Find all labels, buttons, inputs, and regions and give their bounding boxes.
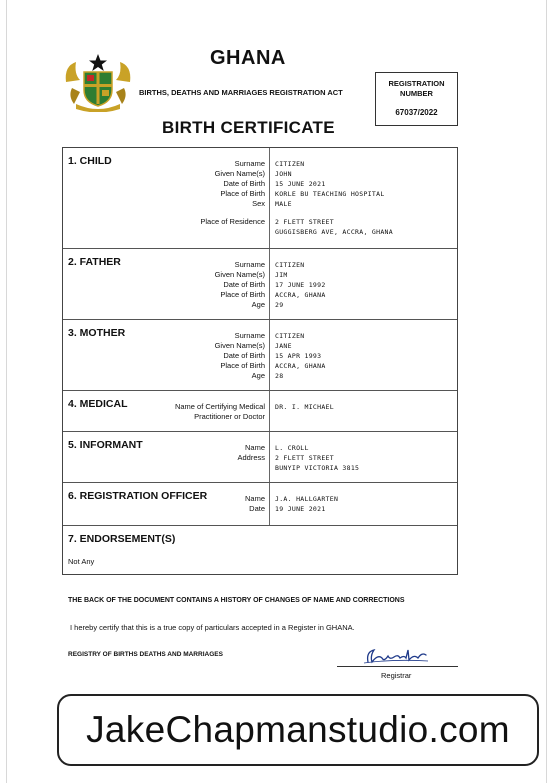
field-labels [200,159,265,227]
field-label: Sex [252,199,265,208]
field-label: Name of Certifying Medical [174,402,265,411]
back-of-document-note: THE BACK OF THE DOCUMENT CONTAINS A HISTORY OF CHANGES OF NAME AND CORRECTIONS [68,597,405,604]
section-mother [63,320,457,391]
registration-label-line-1: REGISTRATION [388,79,445,88]
registration-number-box [375,72,458,126]
field-values [275,331,326,381]
field-value: ACCRA, GHANA [275,291,326,299]
section-heading: 5. INFORMANT [68,439,143,451]
field-label: Date [249,504,265,513]
column-divider [269,148,270,248]
field-label: Surname [234,260,265,269]
field-value: 2 FLETT STREET [275,454,334,462]
section-heading: 2. FATHER [68,256,121,268]
signature-line [337,666,458,667]
section-informant [63,432,457,483]
registration-act: BIRTHS, DEATHS AND MARRIAGES REGISTRATION ACT [139,88,343,97]
field-label: Date of Birth [223,280,265,289]
field-labels [237,443,265,463]
field-value: 19 JUNE 2021 [275,505,326,513]
field-label: Surname [234,159,265,168]
field-labels [175,402,265,422]
field-values [275,443,359,473]
registry-name: REGISTRY OF BIRTHS DEATHS AND MARRIAGES [68,651,223,658]
section-heading: 1. CHILD [68,155,112,167]
field-values [275,494,338,514]
field-value: J.A. HALLGARTEN [275,495,339,503]
column-divider [269,391,270,431]
field-labels [215,260,265,310]
field-label: Age [251,300,265,309]
column-divider [269,249,270,319]
section-endorsement [63,526,457,574]
registrar-label: Registrar [381,671,412,680]
field-value: MALE [275,200,292,208]
field-value: CITIZEN [275,160,305,168]
field-value: L. CROLL [275,444,309,452]
section-heading: 3. MOTHER [68,327,126,339]
field-value: 28 [275,372,284,380]
field-values [275,159,393,237]
field-label: Practitioner or Doctor [194,412,265,421]
field-label: Address [237,453,265,462]
certification-statement: I hereby certify that this is a true copy of particulars accepted in a Register in GHANA. [70,623,355,632]
field-labels [245,494,265,514]
section-medical [63,391,457,432]
field-label: Date of Birth [223,179,265,188]
field-label: Name [244,494,265,503]
watermark-banner: JakeChapmanstudio.com [57,694,539,766]
endorsement-text: Not Any [68,557,95,566]
field-value: JIM [275,271,288,279]
field-value: 15 JUNE 2021 [275,180,326,188]
section-heading: 6. REGISTRATION OFFICER [68,490,208,502]
section-registration-officer [63,483,457,526]
field-label: Place of Residence [200,217,265,226]
section-heading: 7. ENDORSEMENT(S) [68,533,176,545]
field-value: CITIZEN [275,261,305,269]
ghana-coat-of-arms-icon [62,52,134,112]
column-divider [269,483,270,525]
country-name: GHANA [210,47,286,69]
field-label: Place of Birth [220,290,265,299]
field-values [275,260,326,310]
field-value: GUGGISBERG AVE, ACCRA, GHANA [275,228,393,236]
column-divider [269,320,270,390]
field-label: Given Name(s) [214,169,265,178]
field-values [275,402,334,412]
registration-number: 67037/2022 [395,108,438,117]
field-value: JANE [275,342,292,350]
document-title: BIRTH CERTIFICATE [162,118,335,137]
field-label: Surname [234,331,265,340]
field-value: CITIZEN [275,332,305,340]
registrar-signature [362,646,432,666]
field-label: Given Name(s) [214,341,265,350]
field-label: Given Name(s) [214,270,265,279]
field-label: Place of Birth [220,189,265,198]
field-labels [215,331,265,381]
section-father [63,249,457,320]
section-child [63,148,457,249]
field-value: ACCRA, GHANA [275,362,326,370]
field-value: BUNYIP VICTORIA 3815 [275,464,360,472]
section-heading: 4. MEDICAL [68,398,128,410]
field-label: Date of Birth [223,351,265,360]
field-label: Place of Birth [220,361,265,370]
field-value: 2 FLETT STREET [275,218,334,226]
field-value: 15 APR 1993 [275,352,322,360]
certificate-form [62,147,458,575]
field-label: Age [251,371,265,380]
field-value: 29 [275,301,284,309]
field-value: DR. I. MICHAEL [275,403,334,411]
registration-label-line-2: NUMBER [400,89,433,98]
field-value: KORLE BU TEACHING HOSPITAL [275,190,385,198]
field-label: Name [244,443,265,452]
column-divider [269,432,270,482]
field-value: JOHN [275,170,292,178]
field-value: 17 JUNE 1992 [275,281,326,289]
